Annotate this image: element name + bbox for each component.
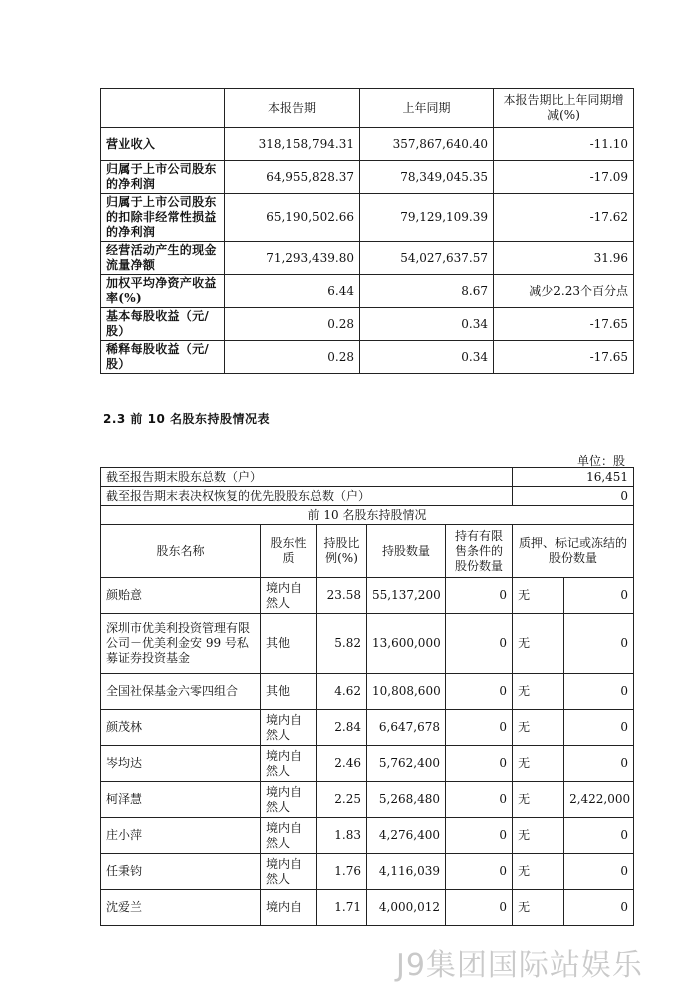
prior-value: 54,027,637.57 <box>360 242 494 275</box>
change-value: -17.62 <box>494 194 634 242</box>
holding-ratio: 4.62 <box>317 674 367 710</box>
table-row <box>101 341 634 374</box>
pledged-shares: 0 <box>564 854 634 890</box>
prior-value: 0.34 <box>360 308 494 341</box>
shareholder-name: 岑均达 <box>101 746 261 782</box>
current-value: 6.44 <box>225 275 360 308</box>
shareholder-nature: 境内自 <box>261 890 317 926</box>
share-count: 5,268,480 <box>367 782 446 818</box>
restricted-shares: 0 <box>446 818 513 854</box>
pledge-status: 无 <box>513 782 564 818</box>
row-label: 归属于上市公司股东的扣除非经常性损益的净利润 <box>101 194 225 242</box>
shareholder-nature: 其他 <box>261 674 317 710</box>
pledge-status: 无 <box>513 674 564 710</box>
header-cell: 上年同期 <box>360 89 494 128</box>
pledged-shares: 0 <box>564 746 634 782</box>
header-cell: 质押、标记或冻结的股份数量 <box>513 525 634 578</box>
shareholder-nature: 境内自然人 <box>261 854 317 890</box>
share-count: 10,808,600 <box>367 674 446 710</box>
share-count: 55,137,200 <box>367 578 446 614</box>
header-cell: 持有有限售条件的股份数量 <box>446 525 513 578</box>
current-value: 64,955,828.37 <box>225 161 360 194</box>
table-row <box>101 854 634 890</box>
row-label: 营业收入 <box>101 128 225 161</box>
pledge-status: 无 <box>513 890 564 926</box>
table-row <box>101 194 634 242</box>
row-label: 归属于上市公司股东的净利润 <box>101 161 225 194</box>
current-value: 65,190,502.66 <box>225 194 360 242</box>
table-header-row <box>101 89 634 128</box>
shareholder-name: 颜贻意 <box>101 578 261 614</box>
table-row <box>101 308 634 341</box>
header-cell: 股东性质 <box>261 525 317 578</box>
shareholder-nature: 境内自然人 <box>261 818 317 854</box>
share-count: 4,000,012 <box>367 890 446 926</box>
holding-ratio: 1.76 <box>317 854 367 890</box>
pledged-shares: 0 <box>564 674 634 710</box>
pledge-status: 无 <box>513 854 564 890</box>
prior-value: 357,867,640.40 <box>360 128 494 161</box>
header-cell: 持股数量 <box>367 525 446 578</box>
summary-row <box>101 487 634 506</box>
restricted-shares: 0 <box>446 746 513 782</box>
pledge-status: 无 <box>513 578 564 614</box>
restricted-shares: 0 <box>446 710 513 746</box>
summary-label: 截至报告期末股东总数（户） <box>101 468 513 487</box>
shareholder-nature: 境内自然人 <box>261 782 317 818</box>
table-row <box>101 578 634 614</box>
holding-ratio: 2.46 <box>317 746 367 782</box>
change-value: -17.09 <box>494 161 634 194</box>
section-heading: 2.3 前 10 名股东持股情况表 <box>103 412 270 426</box>
current-value: 318,158,794.31 <box>225 128 360 161</box>
holding-ratio: 2.84 <box>317 710 367 746</box>
table-row <box>101 614 634 674</box>
pledged-shares: 0 <box>564 710 634 746</box>
holding-ratio: 2.25 <box>317 782 367 818</box>
summary-label: 截至报告期末表决权恢复的优先股股东总数（户） <box>101 487 513 506</box>
share-count: 13,600,000 <box>367 614 446 674</box>
row-label: 加权平均净资产收益率(%) <box>101 275 225 308</box>
row-label: 经营活动产生的现金流量净额 <box>101 242 225 275</box>
share-count: 4,116,039 <box>367 854 446 890</box>
table-row <box>101 275 634 308</box>
share-count: 5,762,400 <box>367 746 446 782</box>
restricted-shares: 0 <box>446 854 513 890</box>
current-value: 0.28 <box>225 341 360 374</box>
share-count: 4,276,400 <box>367 818 446 854</box>
header-cell: 本报告期 <box>225 89 360 128</box>
header-cell: 持股比例(%) <box>317 525 367 578</box>
prior-value: 0.34 <box>360 341 494 374</box>
restricted-shares: 0 <box>446 890 513 926</box>
shareholder-nature: 境内自然人 <box>261 746 317 782</box>
row-label: 基本每股收益（元/股） <box>101 308 225 341</box>
financial-indicators-table <box>100 88 634 374</box>
table-row <box>101 242 634 275</box>
prior-value: 8.67 <box>360 275 494 308</box>
table-row <box>101 818 634 854</box>
shareholder-name: 沈爱兰 <box>101 890 261 926</box>
header-cell <box>101 89 225 128</box>
summary-value: 16,451 <box>513 468 634 487</box>
shareholders-table <box>100 467 634 926</box>
summary-row <box>101 468 634 487</box>
shareholder-nature: 其他 <box>261 614 317 674</box>
restricted-shares: 0 <box>446 674 513 710</box>
pledged-shares: 0 <box>564 890 634 926</box>
restricted-shares: 0 <box>446 578 513 614</box>
shareholder-nature: 境内自然人 <box>261 710 317 746</box>
table-row <box>101 746 634 782</box>
pledge-status: 无 <box>513 614 564 674</box>
shareholder-name: 任秉钧 <box>101 854 261 890</box>
unit-label: 单位：股 <box>577 454 626 468</box>
table-caption-row <box>101 506 634 525</box>
shareholder-name: 全国社保基金六零四组合 <box>101 674 261 710</box>
restricted-shares: 0 <box>446 782 513 818</box>
table-row <box>101 890 634 926</box>
header-cell: 本报告期比上年同期增减(%) <box>494 89 634 128</box>
current-value: 71,293,439.80 <box>225 242 360 275</box>
table-row <box>101 710 634 746</box>
shareholder-name: 庄小萍 <box>101 818 261 854</box>
holding-ratio: 1.83 <box>317 818 367 854</box>
shareholder-name: 颜茂林 <box>101 710 261 746</box>
table-row <box>101 674 634 710</box>
shareholder-name: 柯泽慧 <box>101 782 261 818</box>
share-count: 6,647,678 <box>367 710 446 746</box>
table-row <box>101 782 634 818</box>
pledge-status: 无 <box>513 746 564 782</box>
pledged-shares: 0 <box>564 818 634 854</box>
prior-value: 79,129,109.39 <box>360 194 494 242</box>
table-caption: 前 10 名股东持股情况 <box>101 506 634 525</box>
holding-ratio: 1.71 <box>317 890 367 926</box>
current-value: 0.28 <box>225 308 360 341</box>
change-value: 31.96 <box>494 242 634 275</box>
table-row <box>101 161 634 194</box>
change-value: -11.10 <box>494 128 634 161</box>
change-value: -17.65 <box>494 341 634 374</box>
pledged-shares: 0 <box>564 578 634 614</box>
pledge-status: 无 <box>513 710 564 746</box>
pledge-status: 无 <box>513 818 564 854</box>
shareholder-name: 深圳市优美利投资管理有限公司－优美利金安 99 号私募证券投资基金 <box>101 614 261 674</box>
table-header-row <box>101 525 634 578</box>
holding-ratio: 5.82 <box>317 614 367 674</box>
pledged-shares: 0 <box>564 614 634 674</box>
shareholder-nature: 境内自然人 <box>261 578 317 614</box>
change-value: 减少2.23个百分点 <box>494 275 634 308</box>
row-label: 稀释每股收益（元/股） <box>101 341 225 374</box>
restricted-shares: 0 <box>446 614 513 674</box>
header-cell: 股东名称 <box>101 525 261 578</box>
change-value: -17.65 <box>494 308 634 341</box>
holding-ratio: 23.58 <box>317 578 367 614</box>
table-row <box>101 128 634 161</box>
watermark-text: J9集团国际站娱乐 <box>396 948 643 983</box>
pledged-shares: 2,422,000 <box>564 782 634 818</box>
prior-value: 78,349,045.35 <box>360 161 494 194</box>
summary-value: 0 <box>513 487 634 506</box>
